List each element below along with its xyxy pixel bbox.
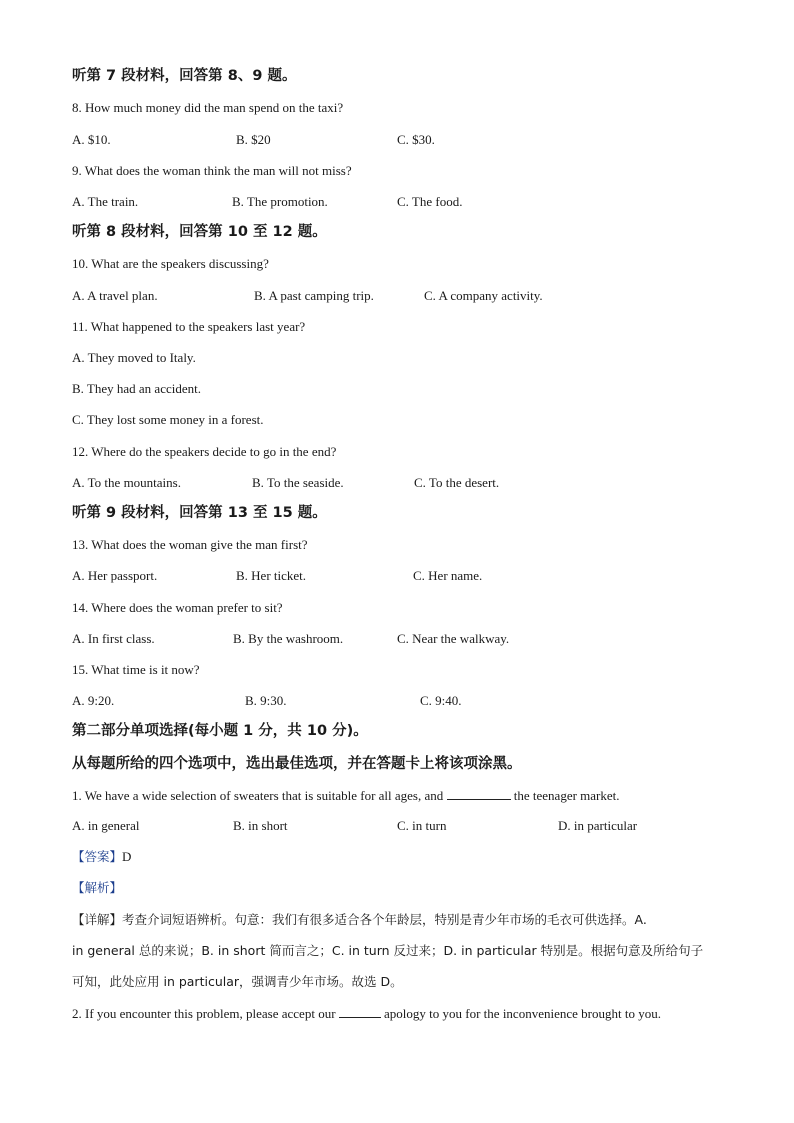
question-13-option-a: A. Her passport. [72,568,158,583]
part2-question-1-option-b: B. in short [233,818,288,833]
question-15-option-a: A. 9:20. [72,693,115,708]
question-14-option-c: C. Near the walkway. [397,631,510,646]
detail-line-1: 【详解】考查介词短语辨析。句意：我们有很多适合各个年龄层，特别是青少年市场的毛衣可供选择。A. [72,912,647,927]
part2-question-1-stem [72,787,620,804]
question-12-option-c: C. To the desert. [414,475,500,490]
question-14-option-b: B. By the washroom. [233,631,344,646]
answer-blank [339,1005,381,1018]
answer-blank [447,787,511,800]
detail-line-3: 可知，此处应用 in particular，强调青少年市场。故选 D。 [72,974,403,989]
question-13-option-b: B. Her ticket. [236,568,307,583]
part2-question-1-option-c: C. in turn [397,818,447,833]
question-15-option-c: C. 9:40. [420,693,462,708]
analysis-label: 【解析】 [72,880,123,895]
question-9-option-a: A. The train. [72,194,139,209]
question-8-option-a: A. $10. [72,132,111,147]
answer-value: D [122,849,132,864]
question-10-stem: 10. What are the speakers discussing? [72,256,269,271]
part2-question-2-stem-after: apology to you for the inconvenience brought to you. [384,1006,661,1021]
question-10-option-c: C. A company activity. [424,288,543,303]
question-9-option-c: C. The food. [397,194,463,209]
question-8-stem: 8. How much money did the man spend on the taxi? [72,100,344,115]
question-11-option-a: A. They moved to Italy. [72,350,196,365]
question-14-option-a: A. In first class. [72,631,155,646]
question-10-option-b: B. A past camping trip. [254,288,374,303]
question-9-stem: 9. What does the woman think the man will not miss? [72,163,352,178]
part2-question-1-option-d: D. in particular [558,818,638,833]
question-14-stem: 14. Where does the woman prefer to sit? [72,600,283,615]
part2-question-2-stem-before: 2. If you encounter this problem, please accept our [72,1006,336,1021]
section-7-heading: 听第 7 段材料，回答第 8、9 题。 [72,68,297,84]
section-8-heading: 听第 8 段材料，回答第 10 至 12 题。 [72,224,327,240]
detail-line-2: in general 总的来说；B. in short 简而言之；C. in turn 反过来；D. in particular 特别是。根据句意及所给句子 [72,943,704,958]
part-2-instruction: 从每题所给的四个选项中，选出最佳选项，并在答题卡上将该项涂黑。 [72,756,522,772]
question-9-option-b: B. The promotion. [232,194,328,209]
question-13-stem: 13. What does the woman give the man first? [72,537,308,552]
part2-question-2-stem [72,1005,661,1022]
question-12-stem: 12. Where do the speakers decide to go in the end? [72,444,337,459]
question-8-option-c: C. $30. [397,132,435,147]
part2-question-1-stem-after: the teenager market. [513,788,620,803]
part2-question-1-stem-before: 1. We have a wide selection of sweaters that is suitable for all ages, and [72,788,444,803]
section-9-heading: 听第 9 段材料，回答第 13 至 15 题。 [72,505,327,521]
question-12-option-b: B. To the seaside. [252,475,344,490]
question-12-option-a: A. To the mountains. [72,475,181,490]
question-13-option-c: C. Her name. [413,568,483,583]
part-2-heading: 第二部分单项选择(每小题 1 分，共 10 分)。 [72,723,368,739]
part2-question-1-option-a: A. in general [72,818,140,833]
question-10-option-a: A. A travel plan. [72,288,158,303]
question-15-option-b: B. 9:30. [245,693,287,708]
answer-line [72,849,131,865]
question-15-stem: 15. What time is it now? [72,662,200,677]
answer-label: 【答案】 [72,849,123,864]
question-11-option-b: B. They had an accident. [72,381,201,396]
question-11-stem: 11. What happened to the speakers last year? [72,319,306,334]
question-11-option-c: C. They lost some money in a forest. [72,412,264,427]
question-8-option-b: B. $20 [236,132,271,147]
